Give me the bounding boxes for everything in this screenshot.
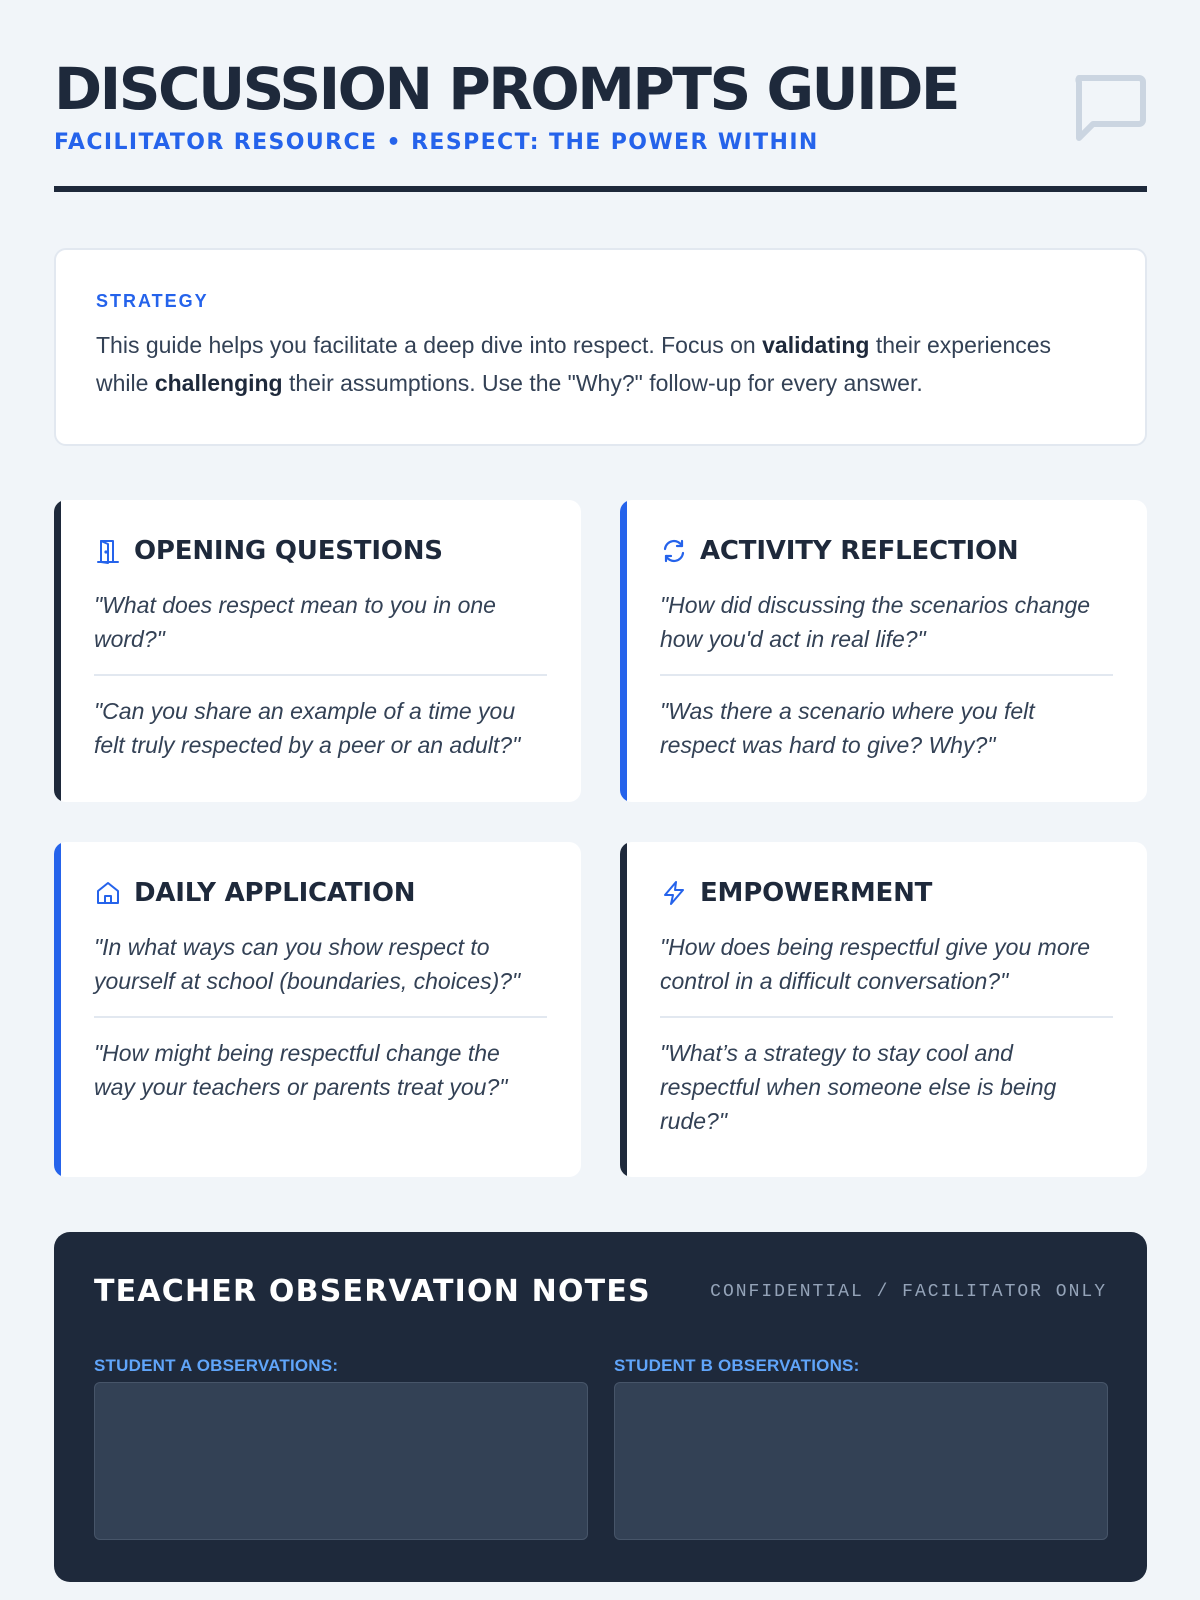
strategy-emphasis-challenging: challenging <box>154 370 283 396</box>
student-b-label: STUDENT B OBSERVATIONS: <box>614 1356 860 1375</box>
question-divider <box>660 1016 1113 1018</box>
card-empowerment <box>620 842 1147 1177</box>
student-a-label: STUDENT A OBSERVATIONS: <box>94 1356 339 1375</box>
card-title: OPENING QUESTIONS <box>134 536 443 566</box>
header-divider <box>54 186 1147 192</box>
card-header <box>660 532 1113 570</box>
page-title: DISCUSSION PROMPTS GUIDE <box>54 55 958 123</box>
question-text: "How does being respectful give you more control in a difficult conversation?" <box>660 934 1091 994</box>
strategy-text-part: This guide helps you facilitate a deep dive into respect. Focus on <box>96 332 763 358</box>
question-text: "What’s a strategy to stay cool and respectful when someone else is being rude?" <box>660 1040 1057 1134</box>
question-text: "In what ways can you show respect to yourself at school (boundaries, choices)?" <box>94 934 521 994</box>
strategy-text-part: their experiences while <box>96 332 1052 396</box>
observation-notes-panel <box>54 1232 1147 1582</box>
card-opening-questions <box>54 500 581 802</box>
strategy-label: STRATEGY <box>96 291 209 311</box>
lightning-icon <box>660 879 688 907</box>
home-icon <box>94 879 122 907</box>
card-header <box>660 874 1113 912</box>
student-a-notes-box[interactable] <box>94 1382 588 1540</box>
strategy-text <box>96 326 1105 402</box>
card-header <box>94 874 547 912</box>
page-subtitle: FACILITATOR RESOURCE • RESPECT: THE POWER WITHIN <box>54 130 819 155</box>
card-title: EMPOWERMENT <box>700 878 933 908</box>
question-text: "How might being respectful change the way your teachers or parents treat you?" <box>94 1040 508 1100</box>
question-divider <box>94 1016 547 1018</box>
strategy-emphasis-validating: validating <box>762 332 870 358</box>
question-text: "Was there a scenario where you felt respect was hard to give? Why?" <box>660 698 1035 758</box>
strategy-text-part: their assumptions. Use the "Why?" follow-up for every answer. <box>282 370 923 396</box>
card-daily-application <box>54 842 581 1177</box>
confidential-tag: CONFIDENTIAL / FACILITATOR ONLY <box>710 1282 1107 1302</box>
question-divider <box>660 674 1113 676</box>
card-header <box>94 532 547 570</box>
card-title: ACTIVITY REFLECTION <box>700 536 1019 566</box>
question-text: "Can you share an example of a time you felt truly respected by a peer or an adult?" <box>94 698 521 758</box>
student-b-notes-box[interactable] <box>614 1382 1108 1540</box>
speech-bubble-icon <box>1071 72 1147 144</box>
page <box>54 0 1147 1375</box>
question-text: "What does respect mean to you in one word?" <box>94 592 496 652</box>
card-activity-reflection <box>620 500 1147 802</box>
question-divider <box>94 674 547 676</box>
question-text: "How did discussing the scenarios change how you'd act in real life?" <box>660 592 1091 652</box>
door-icon <box>94 537 122 565</box>
refresh-icon <box>660 537 688 565</box>
notes-title: TEACHER OBSERVATION NOTES <box>94 1274 651 1309</box>
header <box>54 0 1147 192</box>
strategy-card <box>54 248 1147 446</box>
card-title: DAILY APPLICATION <box>134 878 416 908</box>
